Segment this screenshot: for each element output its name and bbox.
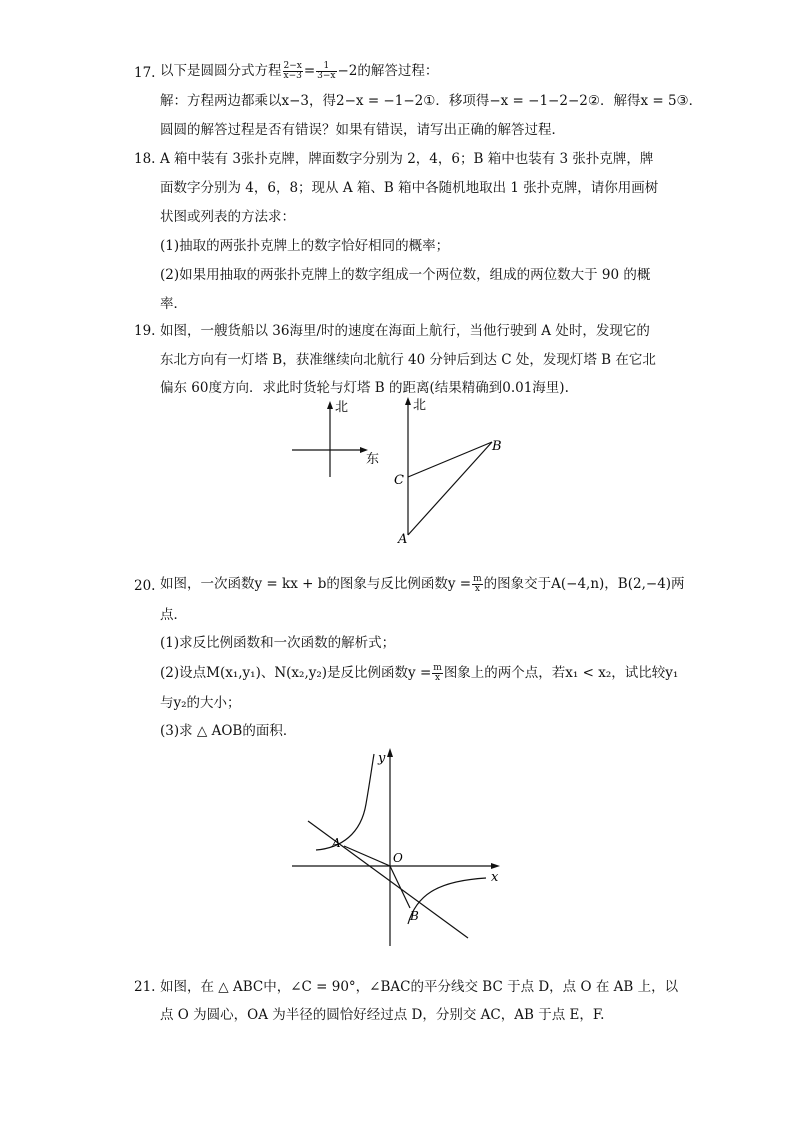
question-17-line-2: 解：方程两边都乘以x−3，得2−x = −1−2①．移项得−x = −1−2−2②．解得x = 5③． bbox=[160, 93, 703, 109]
question-20-line-5: 与y₂的大小； bbox=[160, 695, 241, 711]
q20-frac2-num: m bbox=[433, 663, 442, 673]
q20-frac-den: x bbox=[474, 584, 480, 594]
hyperbola-branch-right bbox=[408, 878, 486, 924]
point-a-label: A bbox=[332, 836, 341, 850]
compass-north-arrow bbox=[327, 401, 333, 409]
question-21-number: 21. bbox=[134, 979, 156, 995]
question-18-line-1: A 箱中装有 3张扑克牌，牌面数字分别为 2，4，6；B 箱中也装有 3 张扑克牌，牌 bbox=[160, 151, 654, 167]
question-18-line-2: 面数字分别为 4，6，8；现从 A 箱、B 箱中各随机地取出 1 张扑克牌，请你用画树 bbox=[160, 180, 659, 196]
segment-cb bbox=[408, 442, 492, 477]
q20-line4-pre: (2)设点M(x₁,y₁)、N(x₂,y₂)是反比例函数y = bbox=[160, 665, 432, 681]
segment-ab bbox=[408, 442, 492, 535]
point-b-label: B bbox=[410, 909, 419, 923]
q20-fraction bbox=[472, 575, 483, 594]
compass-east-label: 东 bbox=[366, 452, 380, 467]
q20-fraction-2 bbox=[432, 664, 443, 683]
question-20-line-1 bbox=[160, 575, 685, 594]
question-20-line-4 bbox=[160, 664, 678, 683]
q17-frac1-den: x−3 bbox=[283, 71, 302, 81]
question-18-line-4: (1)抽取的两张扑克牌上的数字恰好相同的概率； bbox=[160, 238, 450, 254]
question-17-number: 17. bbox=[134, 65, 156, 81]
question-19-line-2: 东北方向有一灯塔 B，获准继续向北航行 40 分钟后到达 C 处，发现灯塔 B 在它北 bbox=[160, 352, 656, 368]
question-20-number: 20. bbox=[134, 578, 156, 594]
question-20-line-6: (3)求 △ AOB的面积． bbox=[160, 723, 297, 739]
q17-frac2-num: 1 bbox=[316, 62, 336, 72]
question-18-number: 18. bbox=[134, 151, 156, 167]
q17-frac1-num: 2−x bbox=[283, 61, 302, 71]
question-17-line-1 bbox=[160, 62, 438, 81]
q17-equals: = bbox=[303, 63, 316, 79]
q17-fraction-2 bbox=[316, 62, 336, 81]
q17-text-pre: 以下是圆圆分式方程 bbox=[160, 63, 282, 79]
x-axis-label: x bbox=[491, 870, 499, 885]
q20-frac2-den: x bbox=[435, 673, 441, 683]
question-20-line-3: (1)求反比例函数和一次函数的解析式； bbox=[160, 635, 396, 651]
compass-north-label: 北 bbox=[335, 400, 349, 415]
point-a-label: A bbox=[398, 532, 408, 547]
question-20-line-2: 点． bbox=[160, 607, 187, 623]
q20-text-pre: 如图，一次函数y = kx + b的图象与反比例函数y = bbox=[160, 576, 472, 592]
question-18-line-5: (2)如果用抽取的两张扑克牌上的数字组成一个两位数，组成的两位数大于 90 的概 bbox=[160, 267, 651, 283]
north-arrow-a bbox=[405, 397, 411, 405]
question-21-line-1: 如图，在 △ ABC中，∠C = 90°，∠BAC的平分线交 BC 于点 D，点 O 在 AB 上，以 bbox=[160, 979, 679, 995]
question-17-line-3: 圆圆的解答过程是否有错误？如果有错误，请写出正确的解答过程． bbox=[160, 122, 565, 138]
point-c-label: C bbox=[394, 473, 404, 488]
function-graph-figure bbox=[286, 746, 506, 951]
q17-text-post: −2的解答过程： bbox=[337, 63, 439, 79]
y-axis-label: y bbox=[378, 751, 386, 766]
question-18-line-6: 率． bbox=[160, 296, 187, 312]
segment-ob bbox=[390, 866, 410, 908]
q20-line4-post: 图象上的两个点，若x₁ < x₂，试比较y₁ bbox=[443, 665, 679, 681]
question-19-number: 19. bbox=[134, 323, 156, 339]
north-label-2: 北 bbox=[413, 398, 427, 413]
segment-ao bbox=[344, 846, 390, 866]
question-18-line-3: 状图或列表的方法求： bbox=[160, 209, 295, 225]
q20-text-post: 的图象交于A(−4,n)，B(2,−4)两 bbox=[483, 576, 685, 592]
y-axis-arrow bbox=[387, 748, 393, 757]
navigation-figure bbox=[280, 395, 520, 555]
question-19-line-1: 如图，一艘货船以 36海里/时的速度在海面上航行，当他行驶到 A 处时，发现它的 bbox=[160, 323, 650, 339]
hyperbola-branch-left bbox=[316, 754, 374, 850]
origin-label: O bbox=[393, 851, 403, 865]
point-b-label: B bbox=[492, 439, 502, 454]
q20-frac-num: m bbox=[473, 574, 482, 584]
x-axis-arrow bbox=[491, 863, 500, 869]
question-19-line-3: 偏东 60度方向．求此时货轮与灯塔 B 的距离(结果精确到0.01海里). bbox=[160, 380, 569, 396]
q17-fraction-1 bbox=[283, 62, 303, 81]
q17-frac2-den: 3−x bbox=[317, 71, 336, 81]
question-21-line-2: 点 O 为圆心，OA 为半径的圆恰好经过点 D，分别交 AC，AB 于点 E，F. bbox=[160, 1007, 605, 1023]
